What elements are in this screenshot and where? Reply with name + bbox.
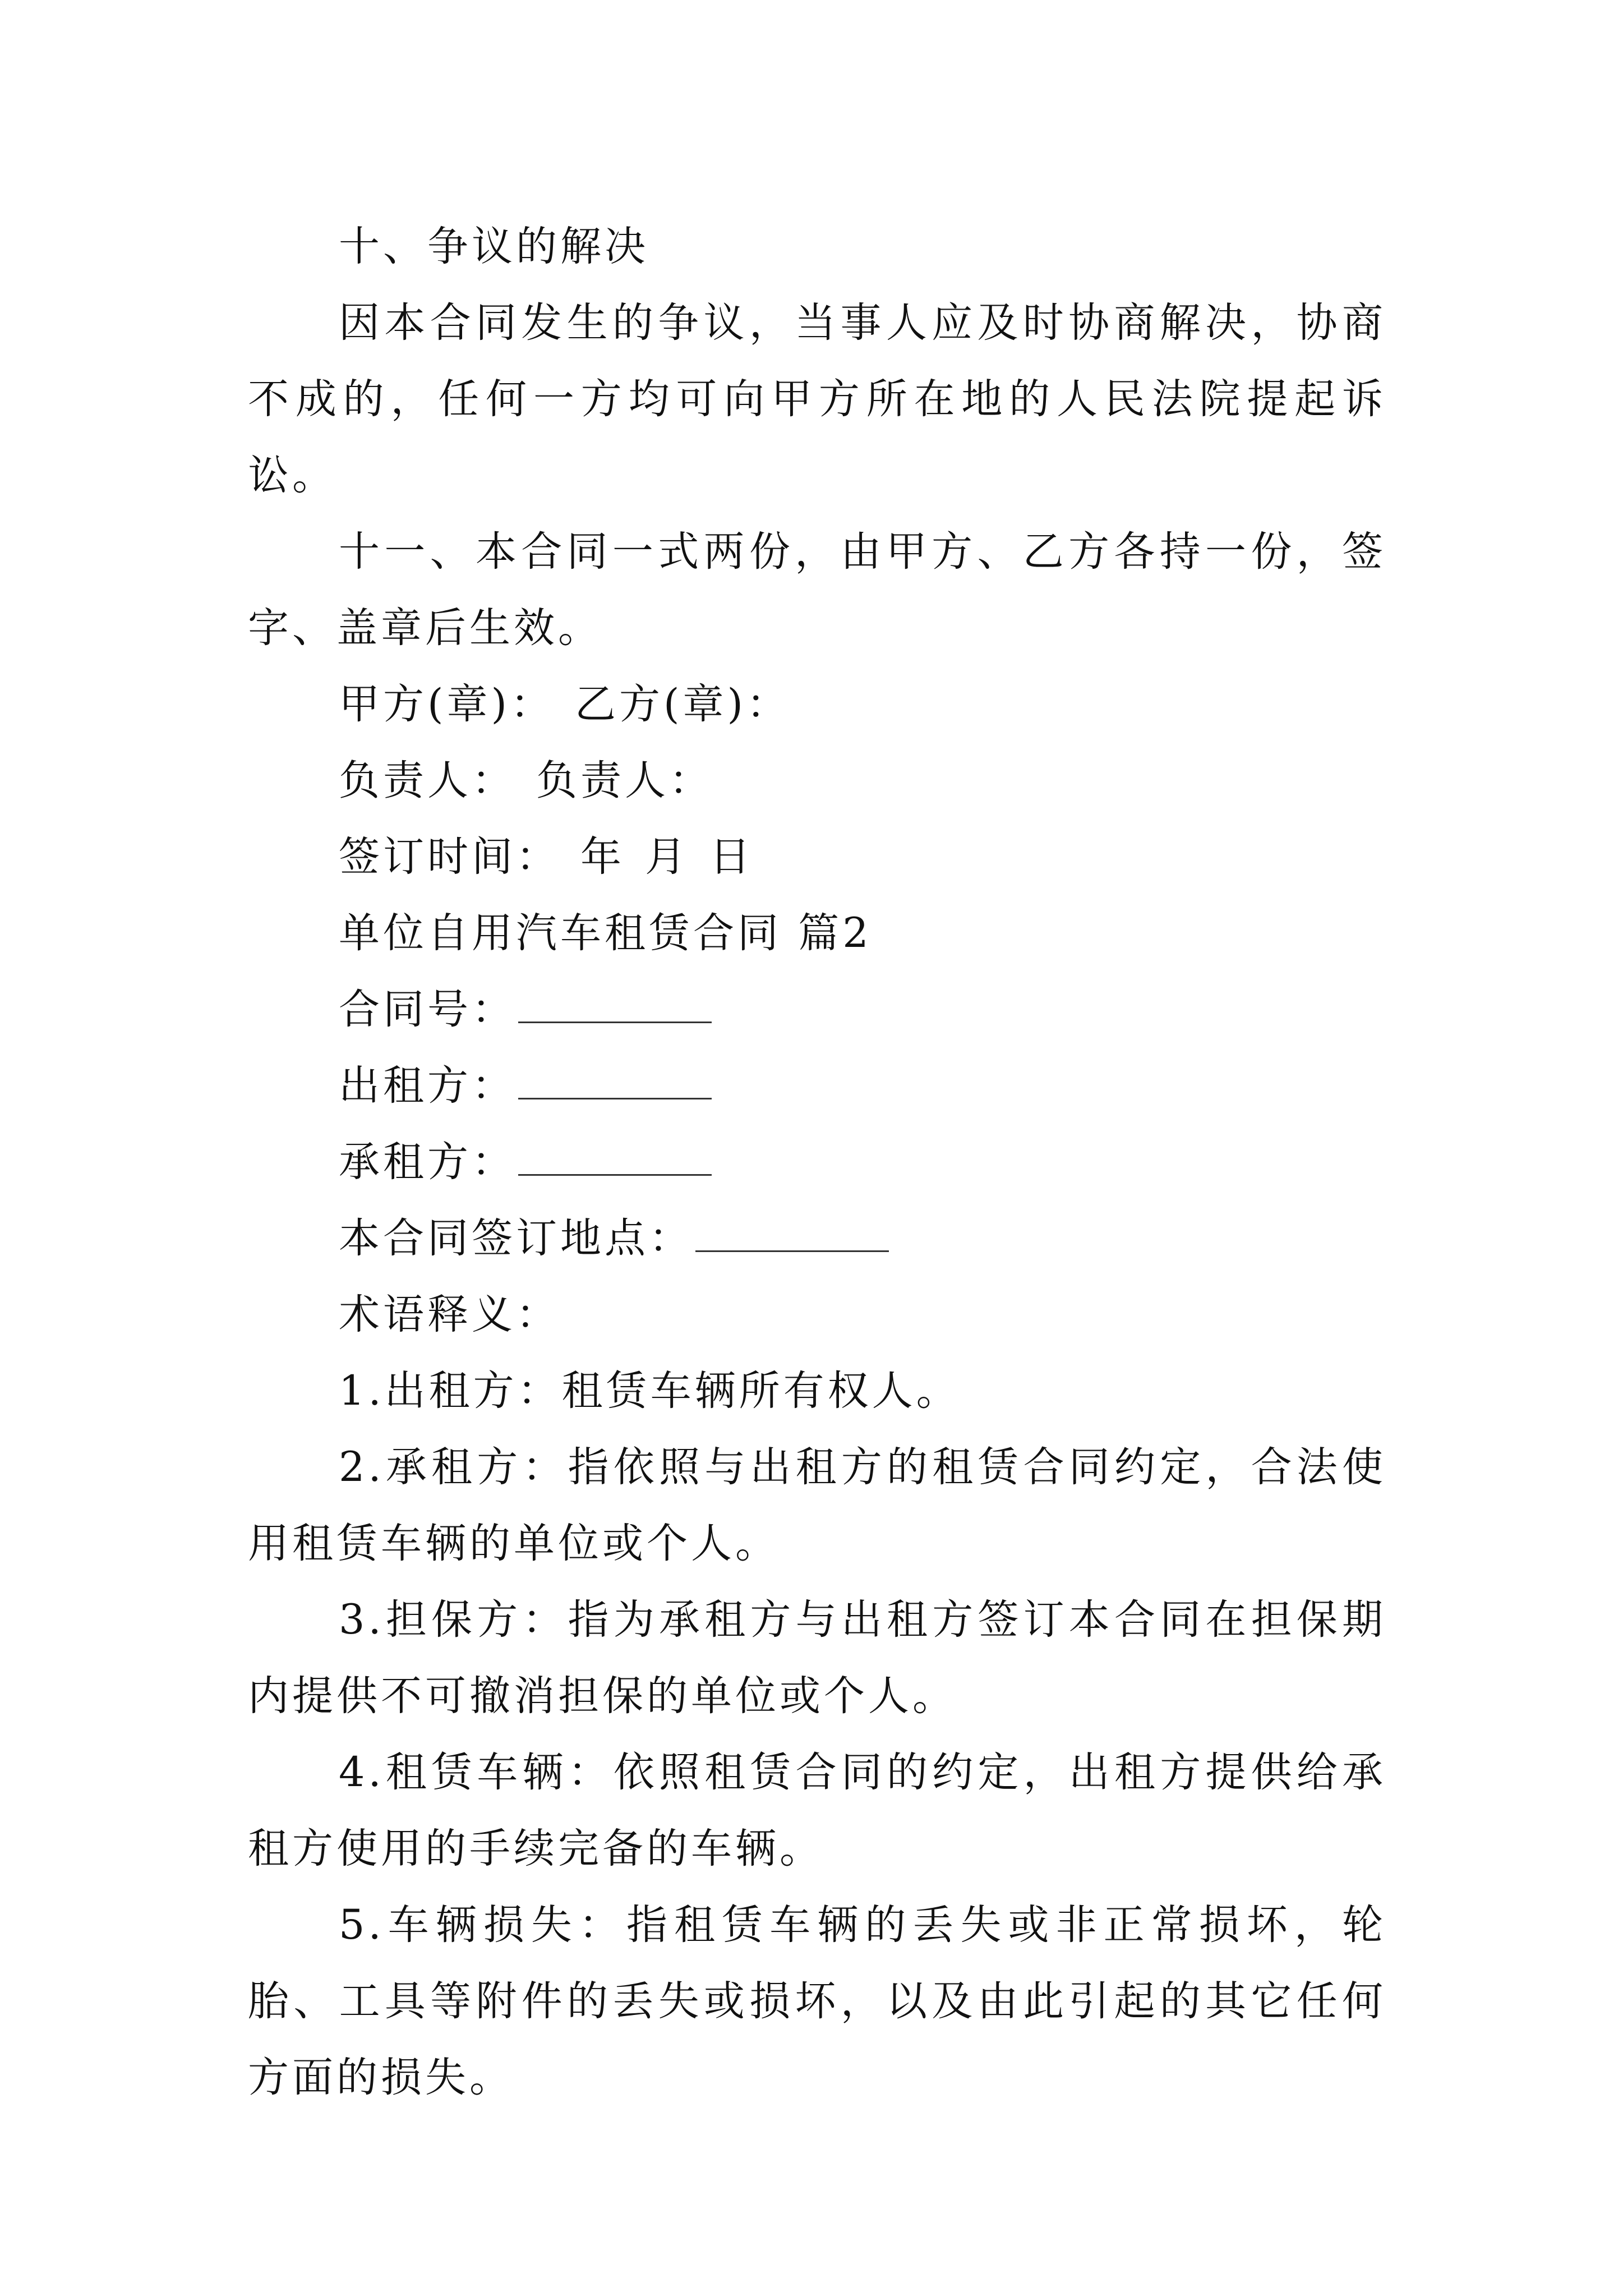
terms-title: 术语释义： (339, 1291, 560, 1338)
party-a-responsible-label: 负责人： (339, 757, 516, 804)
term-2: 2.承租方：指依照与出租方的租赁合同约定，合法使用租赁车辆的单位或个人。 (248, 1443, 1386, 1567)
section-heading-dispute: 十、争议的解决 (339, 223, 649, 270)
paragraph-dispute: 因本合同发生的争议，当事人应及时协商解决，协商不成的，任何一方均可向甲方所在地的人民法院提起诉讼。 (248, 299, 1386, 499)
term-1: 1.出租方：租赁车辆所有权人。 (339, 1367, 961, 1415)
sign-place-blank (695, 1219, 889, 1252)
lessee-line (248, 1124, 1386, 1200)
lessee-blank (518, 1143, 712, 1176)
document-body (248, 209, 1386, 2116)
sign-place-line (248, 1200, 1386, 1277)
month-label: 月 (645, 833, 689, 881)
seal-line (248, 666, 1386, 743)
term-5: 5.车辆损失：指租赁车辆的丢失或非正常损坏，轮胎、工具等附件的丢失或损坏，以及由此引起的其它任何方面的损失。 (248, 1901, 1386, 2101)
party-a-seal-label: 甲方(章)： (339, 680, 555, 728)
paragraph-copies: 十一、本合同一式两份，由甲方、乙方各持一份，签字、盖章后生效。 (248, 528, 1386, 652)
lessee-label: 承租方： (339, 1138, 516, 1186)
party-b-responsible-label: 负责人： (536, 757, 713, 804)
term-3: 3.担保方：指为承租方与出租方签订本合同在担保期内提供不可撤消担保的单位或个人。 (248, 1596, 1386, 1720)
sign-place-label: 本合同签订地点： (339, 1214, 693, 1262)
party-b-seal-label: 乙方(章)： (574, 680, 791, 728)
contract-number-blank (518, 990, 712, 1023)
sign-time-label: 签订时间： (339, 833, 560, 881)
year-label: 年 (580, 833, 625, 881)
sign-time-line (248, 819, 1386, 895)
lessor-line (248, 1048, 1386, 1124)
term-4: 4.租赁车辆：依照租赁合同的约定，出租方提供给承租方使用的手续完备的车辆。 (248, 1749, 1386, 1872)
day-label: 日 (709, 833, 754, 881)
section2-title: 单位自用汽车租赁合同 篇2 (339, 909, 872, 957)
contract-number-line (248, 972, 1386, 1048)
contract-number-label: 合同号： (339, 986, 516, 1033)
responsible-line (248, 743, 1386, 819)
lessor-label: 出租方： (339, 1062, 516, 1110)
lessor-blank (518, 1066, 712, 1099)
